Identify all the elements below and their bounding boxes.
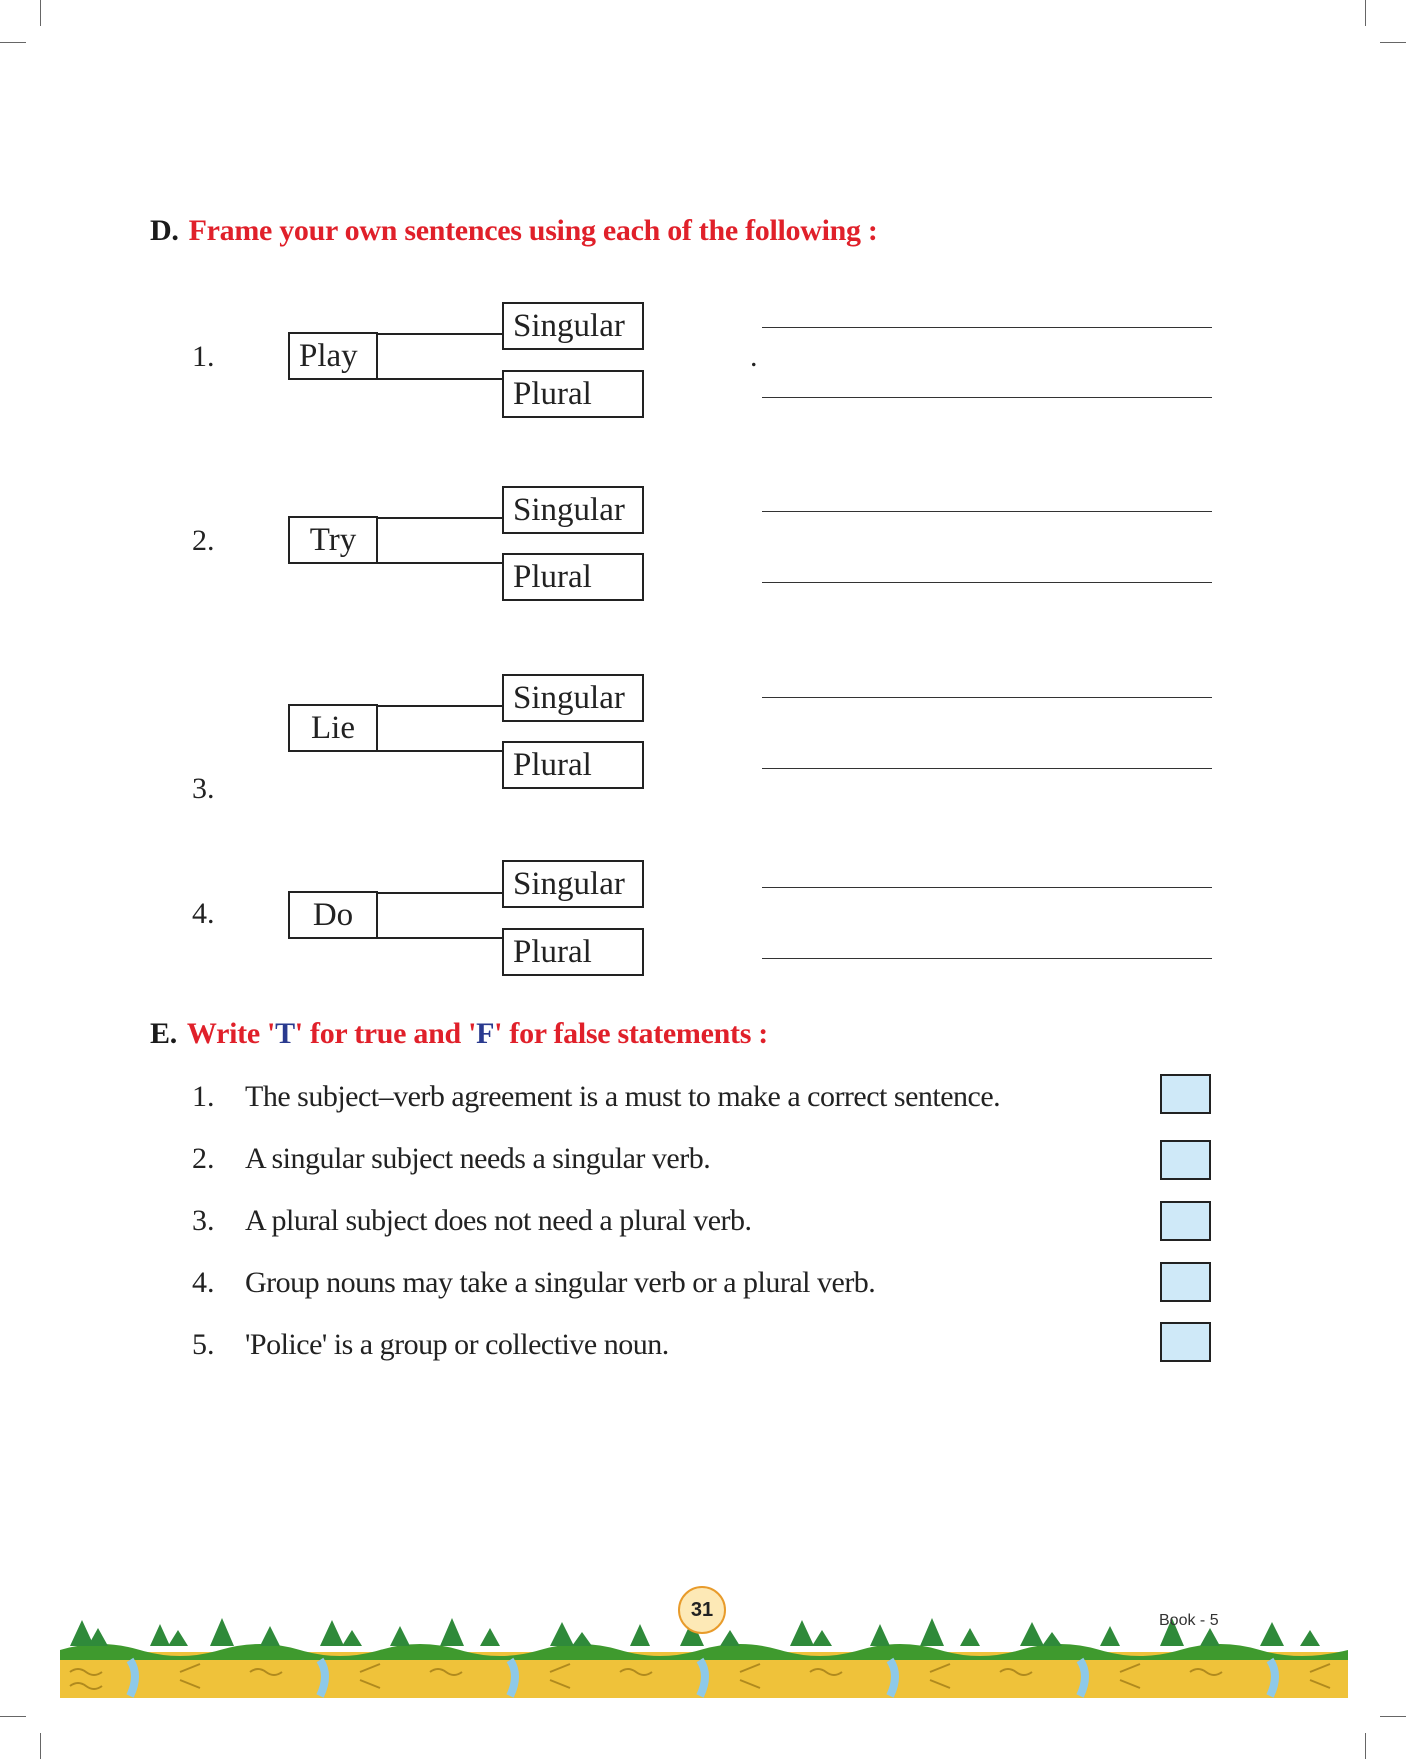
statement-text: A plural subject does not need a plural verb. <box>245 1204 752 1237</box>
statement-number: 2. <box>192 1142 215 1175</box>
section-e-letter: E. <box>150 1017 177 1050</box>
section-e-heading <box>150 1017 768 1051</box>
answer-line-plural[interactable] <box>762 958 1212 959</box>
answer-line-plural[interactable] <box>762 397 1212 398</box>
connector-line <box>376 705 502 707</box>
verb-box: Do <box>288 891 378 939</box>
answer-line-singular[interactable] <box>762 697 1212 698</box>
true-false-answer-box[interactable] <box>1160 1262 1211 1302</box>
true-false-answer-box[interactable] <box>1160 1322 1211 1362</box>
connector-line <box>376 517 502 519</box>
crop-mark <box>1380 42 1406 43</box>
plural-box: Plural <box>502 741 644 789</box>
true-false-answer-box[interactable] <box>1160 1074 1211 1114</box>
true-false-answer-box[interactable] <box>1160 1201 1211 1241</box>
statement-text: A singular subject needs a singular verb. <box>245 1142 711 1175</box>
plural-box: Plural <box>502 370 644 418</box>
verb-box: Play <box>288 332 378 380</box>
section-e-title-t: T <box>275 1017 295 1050</box>
crop-mark <box>1380 1716 1406 1717</box>
verb-box: Try <box>288 516 378 564</box>
statement-text: The subject–verb agreement is a must to make a correct sentence. <box>245 1080 1001 1113</box>
singular-box: Singular <box>502 302 644 350</box>
crop-mark <box>1365 0 1366 26</box>
statement-text: 'Police' is a group or collective noun. <box>245 1328 669 1361</box>
crop-mark <box>40 0 41 26</box>
singular-box: Singular <box>502 860 644 908</box>
answer-line-singular[interactable] <box>762 887 1212 888</box>
statement-number: 5. <box>192 1328 215 1361</box>
connector-line <box>376 937 502 939</box>
section-d-title: Frame your own sentences using each of the following : <box>188 214 878 247</box>
section-e-title-f: F <box>476 1017 495 1050</box>
crop-mark <box>40 1733 41 1759</box>
statement-number: 4. <box>192 1266 215 1299</box>
book-label: Book - 5 <box>1159 1612 1219 1629</box>
section-e-title-part1: Write ' <box>186 1017 276 1050</box>
crop-mark <box>1365 1733 1366 1759</box>
page-number-badge: 31 <box>678 1586 726 1634</box>
section-e-title-part3: ' for false statements : <box>494 1017 768 1050</box>
item-number: 2. <box>192 524 215 557</box>
connector-line <box>376 562 502 564</box>
section-d-letter: D. <box>150 214 179 247</box>
singular-box: Singular <box>502 486 644 534</box>
statement-text: Group nouns may take a singular verb or a plural verb. <box>245 1266 876 1299</box>
connector-line <box>376 750 502 752</box>
item-number: 3. <box>192 772 215 805</box>
answer-line-plural[interactable] <box>762 582 1212 583</box>
statement-number: 3. <box>192 1204 215 1237</box>
section-e-title-part2: ' for true and ' <box>294 1017 477 1050</box>
answer-line-singular[interactable] <box>762 327 1212 328</box>
connector-line <box>376 333 502 335</box>
statement-number: 1. <box>192 1080 215 1113</box>
singular-box: Singular <box>502 674 644 722</box>
answer-line-singular[interactable] <box>762 511 1212 512</box>
item-number: 1. <box>192 340 215 373</box>
true-false-answer-box[interactable] <box>1160 1140 1211 1180</box>
connector-line <box>376 892 502 894</box>
plural-box: Plural <box>502 928 644 976</box>
crop-mark <box>0 1716 26 1717</box>
connector-line <box>376 378 502 380</box>
item-number: 4. <box>192 897 215 930</box>
verb-box: Lie <box>288 704 378 752</box>
answer-line-plural[interactable] <box>762 768 1212 769</box>
plural-box: Plural <box>502 553 644 601</box>
section-d-heading <box>150 214 878 248</box>
stray-dot: . <box>750 340 758 373</box>
crop-mark <box>0 42 26 43</box>
